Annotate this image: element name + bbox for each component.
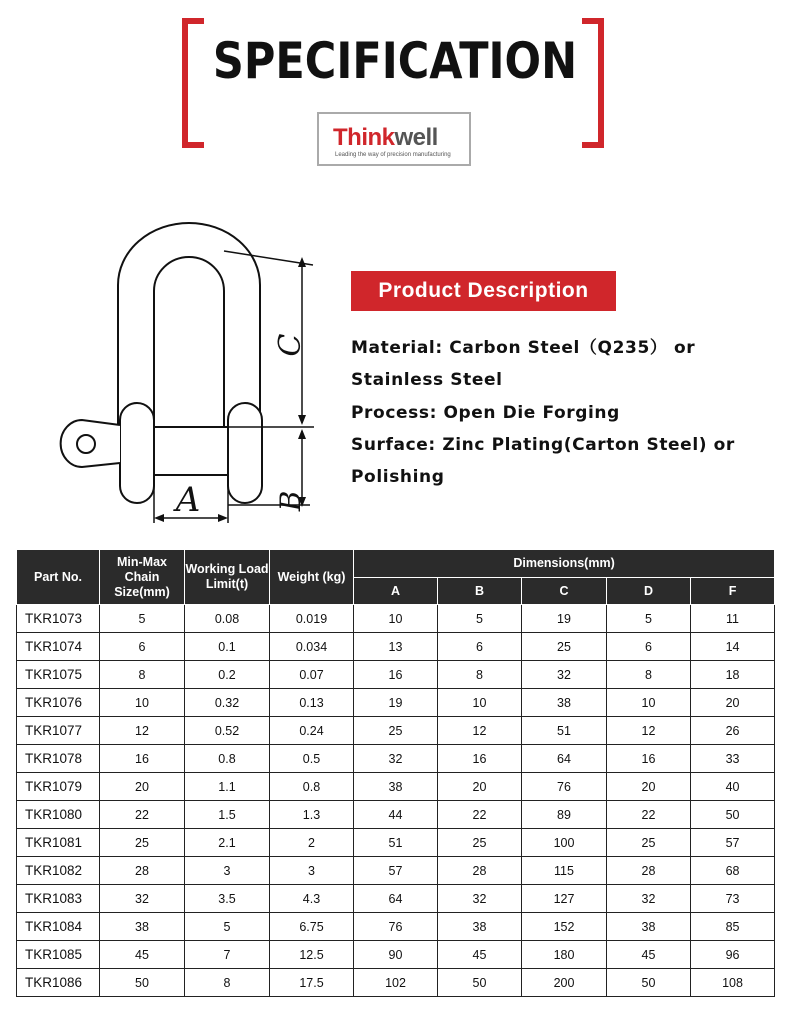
cell-dim-c: 180: [522, 941, 607, 969]
shackle-eye-right: [228, 403, 262, 503]
header-part-no: Part No.: [17, 550, 100, 605]
cell-dim-b: 20: [438, 773, 522, 801]
description-line: Process: Open Die Forging: [351, 402, 620, 423]
cell-working-load-limit: 0.1: [185, 633, 270, 661]
cell-dim-d: 28: [607, 857, 691, 885]
cell-working-load-limit: 7: [185, 941, 270, 969]
product-description-heading: Product Description: [351, 271, 616, 311]
header-dim-d: D: [607, 578, 691, 605]
cell-dim-b: 38: [438, 913, 522, 941]
cell-working-load-limit: 0.08: [185, 605, 270, 633]
cell-chain-size: 6: [100, 633, 185, 661]
cell-part-no: TKR1074: [17, 633, 100, 661]
cell-weight: 2: [270, 829, 354, 857]
cell-dim-a: 57: [354, 857, 438, 885]
cell-dim-a: 13: [354, 633, 438, 661]
cell-dim-d: 5: [607, 605, 691, 633]
cell-dim-d: 12: [607, 717, 691, 745]
cell-dim-f: 73: [691, 885, 775, 913]
cell-dim-f: 20: [691, 689, 775, 717]
cell-weight: 0.034: [270, 633, 354, 661]
cell-dim-a: 25: [354, 717, 438, 745]
cell-dim-c: 100: [522, 829, 607, 857]
cell-chain-size: 50: [100, 969, 185, 997]
table-row: [17, 605, 775, 633]
cell-chain-size: 10: [100, 689, 185, 717]
cell-chain-size: 25: [100, 829, 185, 857]
brand-name-part1: Think: [333, 124, 395, 151]
cell-working-load-limit: 3: [185, 857, 270, 885]
cell-dim-c: 38: [522, 689, 607, 717]
product-description-text: [351, 332, 771, 493]
header-weight: Weight (kg): [270, 550, 354, 605]
cell-dim-a: 19: [354, 689, 438, 717]
cell-dim-f: 50: [691, 801, 775, 829]
cell-dim-b: 12: [438, 717, 522, 745]
cell-dim-d: 45: [607, 941, 691, 969]
description-line: Material: Carbon Steel（Q235） or: [351, 338, 696, 358]
cell-part-no: TKR1083: [17, 885, 100, 913]
cell-chain-size: 22: [100, 801, 185, 829]
brand-logo: [317, 112, 471, 166]
cell-weight: 0.24: [270, 717, 354, 745]
dim-a-arrow-right: [218, 514, 228, 522]
cell-part-no: TKR1086: [17, 969, 100, 997]
table-row: [17, 633, 775, 661]
cell-dim-d: 50: [607, 969, 691, 997]
cell-weight: 3: [270, 857, 354, 885]
dim-a-arrow-left: [154, 514, 164, 522]
cell-dim-f: 11: [691, 605, 775, 633]
table-row: [17, 661, 775, 689]
table-row: [17, 773, 775, 801]
table-row: [17, 885, 775, 913]
cell-chain-size: 8: [100, 661, 185, 689]
page-title: SPECIFICATION: [212, 32, 578, 90]
cell-part-no: TKR1082: [17, 857, 100, 885]
cell-part-no: TKR1079: [17, 773, 100, 801]
cell-dim-b: 50: [438, 969, 522, 997]
cell-dim-b: 6: [438, 633, 522, 661]
header-chain-size: Min-Max Chain Size(mm): [100, 550, 185, 605]
cell-chain-size: 45: [100, 941, 185, 969]
cell-dim-b: 8: [438, 661, 522, 689]
table-row: [17, 801, 775, 829]
cell-dim-d: 20: [607, 773, 691, 801]
cell-dim-a: 38: [354, 773, 438, 801]
table-row: [17, 913, 775, 941]
cell-dim-f: 14: [691, 633, 775, 661]
cell-part-no: TKR1085: [17, 941, 100, 969]
table-row: [17, 941, 775, 969]
specification-table: [16, 549, 775, 997]
table-row: [17, 969, 775, 997]
cell-weight: 0.5: [270, 745, 354, 773]
header-dim-f: F: [691, 578, 775, 605]
cell-dim-a: 64: [354, 885, 438, 913]
brand-tagline: Leading the way of precision manufacturing: [335, 152, 451, 158]
cell-working-load-limit: 0.8: [185, 745, 270, 773]
dim-b-arrow-top: [298, 429, 306, 439]
cell-weight: 0.8: [270, 773, 354, 801]
cell-dim-d: 38: [607, 913, 691, 941]
cell-chain-size: 12: [100, 717, 185, 745]
shackle-eye-left: [120, 403, 154, 503]
cell-dim-f: 57: [691, 829, 775, 857]
cell-dim-c: 32: [522, 661, 607, 689]
cell-working-load-limit: 0.52: [185, 717, 270, 745]
shackle-bow-inner: [154, 257, 224, 427]
cell-weight: 0.13: [270, 689, 354, 717]
cell-dim-a: 51: [354, 829, 438, 857]
cell-dim-c: 89: [522, 801, 607, 829]
cell-working-load-limit: 8: [185, 969, 270, 997]
dim-c-arrow-top: [298, 257, 306, 267]
cell-working-load-limit: 0.2: [185, 661, 270, 689]
cell-dim-c: 200: [522, 969, 607, 997]
cell-dim-c: 25: [522, 633, 607, 661]
cell-part-no: TKR1077: [17, 717, 100, 745]
cell-working-load-limit: 5: [185, 913, 270, 941]
cell-part-no: TKR1076: [17, 689, 100, 717]
cell-dim-b: 5: [438, 605, 522, 633]
cell-dim-f: 40: [691, 773, 775, 801]
description-line: Surface: Zinc Plating(Carton Steel) or: [351, 434, 735, 455]
cell-weight: 1.3: [270, 801, 354, 829]
cell-dim-b: 28: [438, 857, 522, 885]
table-row: [17, 689, 775, 717]
cell-dim-b: 45: [438, 941, 522, 969]
cell-dim-f: 68: [691, 857, 775, 885]
brand-name-part2: well: [394, 124, 438, 151]
cell-dim-a: 102: [354, 969, 438, 997]
cell-weight: 17.5: [270, 969, 354, 997]
cell-dim-d: 32: [607, 885, 691, 913]
dim-a-label: A: [175, 480, 201, 520]
cell-dim-a: 16: [354, 661, 438, 689]
header-dimensions: Dimensions(mm): [354, 550, 775, 578]
cell-dim-f: 18: [691, 661, 775, 689]
cell-dim-d: 22: [607, 801, 691, 829]
cell-part-no: TKR1078: [17, 745, 100, 773]
cell-chain-size: 32: [100, 885, 185, 913]
cell-dim-d: 10: [607, 689, 691, 717]
cell-dim-b: 25: [438, 829, 522, 857]
cell-dim-d: 8: [607, 661, 691, 689]
cell-dim-b: 22: [438, 801, 522, 829]
cell-dim-c: 51: [522, 717, 607, 745]
cell-dim-c: 19: [522, 605, 607, 633]
header-dim-b: B: [438, 578, 522, 605]
dim-b-label: B: [274, 490, 307, 512]
cell-dim-d: 6: [607, 633, 691, 661]
cell-dim-c: 76: [522, 773, 607, 801]
cell-dim-a: 10: [354, 605, 438, 633]
table-row: [17, 829, 775, 857]
pin-head: [61, 420, 120, 467]
cell-weight: 0.07: [270, 661, 354, 689]
cell-chain-size: 38: [100, 913, 185, 941]
cell-dim-c: 64: [522, 745, 607, 773]
cell-chain-size: 20: [100, 773, 185, 801]
table-row: [17, 745, 775, 773]
cell-dim-d: 25: [607, 829, 691, 857]
table-row: [17, 857, 775, 885]
cell-dim-f: 108: [691, 969, 775, 997]
cell-dim-c: 127: [522, 885, 607, 913]
cell-dim-b: 32: [438, 885, 522, 913]
table-row: [17, 717, 775, 745]
header-dim-c: C: [522, 578, 607, 605]
cell-dim-b: 10: [438, 689, 522, 717]
cell-dim-f: 96: [691, 941, 775, 969]
header-working-load-limit: Working Load Limit(t): [185, 550, 270, 605]
cell-dim-d: 16: [607, 745, 691, 773]
cell-part-no: TKR1081: [17, 829, 100, 857]
cell-dim-a: 76: [354, 913, 438, 941]
cell-dim-f: 85: [691, 913, 775, 941]
cell-dim-c: 152: [522, 913, 607, 941]
header-dim-a: A: [354, 578, 438, 605]
shackle-diagram: [48, 205, 328, 535]
cell-chain-size: 5: [100, 605, 185, 633]
specification-table-body: [17, 605, 775, 997]
cell-dim-a: 32: [354, 745, 438, 773]
description-line: Polishing: [351, 467, 445, 488]
cell-part-no: TKR1073: [17, 605, 100, 633]
cell-weight: 12.5: [270, 941, 354, 969]
cell-working-load-limit: 1.1: [185, 773, 270, 801]
description-line: Stainless Steel: [351, 370, 503, 391]
cell-weight: 4.3: [270, 885, 354, 913]
cell-working-load-limit: 0.32: [185, 689, 270, 717]
cell-dim-a: 90: [354, 941, 438, 969]
cell-weight: 0.019: [270, 605, 354, 633]
cell-working-load-limit: 1.5: [185, 801, 270, 829]
cell-dim-c: 115: [522, 857, 607, 885]
cell-weight: 6.75: [270, 913, 354, 941]
dim-c-arrow-bottom: [298, 415, 306, 425]
cell-part-no: TKR1075: [17, 661, 100, 689]
cell-working-load-limit: 3.5: [185, 885, 270, 913]
cell-dim-f: 26: [691, 717, 775, 745]
cell-part-no: TKR1080: [17, 801, 100, 829]
cell-dim-a: 44: [354, 801, 438, 829]
dim-c-label: C: [273, 333, 308, 357]
cell-chain-size: 28: [100, 857, 185, 885]
cell-chain-size: 16: [100, 745, 185, 773]
cell-dim-f: 33: [691, 745, 775, 773]
cell-dim-b: 16: [438, 745, 522, 773]
cell-part-no: TKR1084: [17, 913, 100, 941]
cell-working-load-limit: 2.1: [185, 829, 270, 857]
brand-wordmark: [333, 124, 438, 152]
